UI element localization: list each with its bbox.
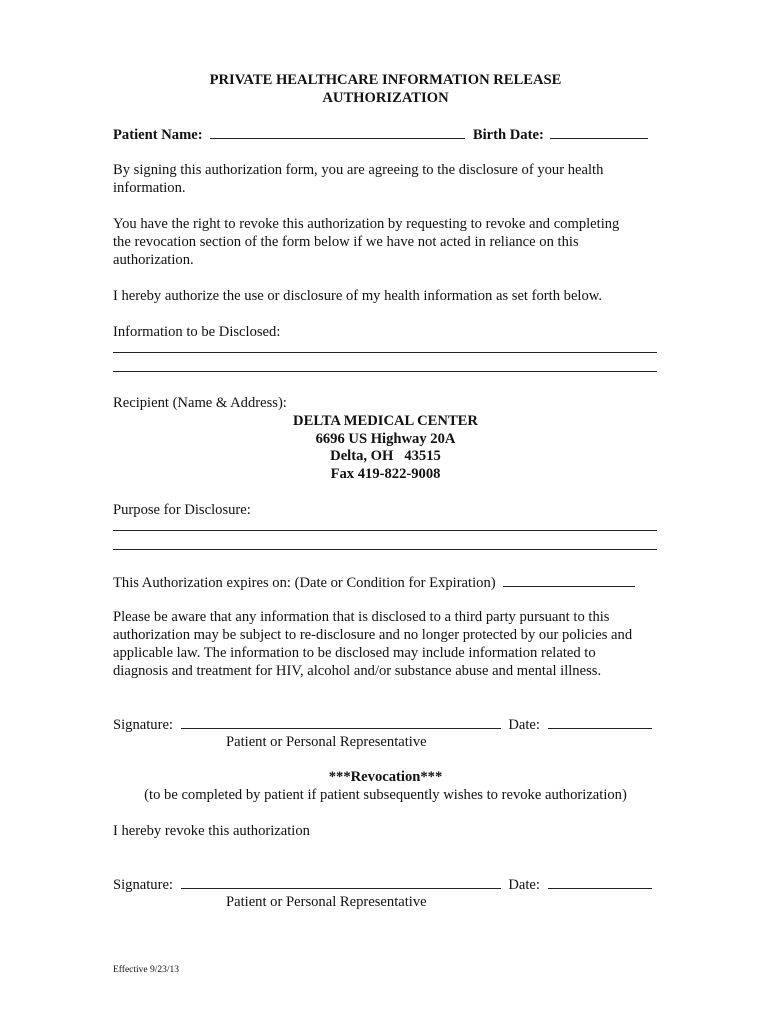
recipient-address-line1: 6696 US Highway 20A [315, 431, 456, 447]
signature-date-label-1: Date: [508, 717, 540, 733]
revocation-statement: I hereby revoke this authorization [113, 823, 310, 839]
notice-line4: diagnosis and treatment for HIV, alcohol and/or substance abuse and mental illness. [113, 663, 602, 679]
expiration-label: This Authorization expires on: (Date or Condition for Expiration) [113, 575, 496, 591]
revocation-subheading: (to be completed by patient if patient subsequently wishes to revoke authorization) [144, 787, 627, 803]
revoke-right-line1: You have the right to revoke this authorization by requesting to revoke and completing [113, 216, 620, 232]
revoke-right-line2: the revocation section of the form below if we have not acted in reliance on this [113, 234, 579, 250]
effective-date-footer: Effective 9/23/13 [113, 965, 180, 975]
notice-line2: authorization may be subject to re-disclosure and no longer protected by our policies and [113, 627, 633, 643]
disclosed-info-label: Information to be Disclosed: [113, 324, 281, 340]
consent-text-line1: By signing this authorization form, you are agreeing to the disclosure of your health [113, 162, 604, 178]
form-title-line1: PRIVATE HEALTHCARE INFORMATION RELEASE [209, 72, 562, 88]
purpose-field-2[interactable] [113, 549, 657, 550]
signature-field-1[interactable] [181, 715, 501, 729]
purpose-label: Purpose for Disclosure: [113, 502, 251, 518]
signature-label-1: Signature: [113, 717, 173, 733]
patient-name-label: Patient Name: [113, 127, 203, 143]
purpose-field-1[interactable] [113, 530, 657, 531]
signature-sublabel-1: Patient or Personal Representative [226, 734, 427, 750]
revocation-heading: ***Revocation*** [328, 769, 443, 785]
signature-date-label-2: Date: [508, 877, 540, 893]
patient-name-field[interactable] [210, 125, 465, 139]
signature-sublabel-2: Patient or Personal Representative [226, 894, 427, 910]
signature-row-1 [113, 715, 658, 734]
signature-label-2: Signature: [113, 877, 173, 893]
expiration-field[interactable] [503, 573, 635, 587]
recipient-fax: Fax 419-822-9008 [330, 466, 441, 482]
revoke-right-line3: authorization. [113, 252, 194, 268]
consent-text-line2: information. [113, 180, 186, 196]
authorize-statement: I hereby authorize the use or disclosure of my health information as set forth below. [113, 288, 603, 304]
signature-date-field-2[interactable] [548, 875, 652, 889]
signature-row-2 [113, 875, 658, 894]
signature-field-2[interactable] [181, 875, 501, 889]
birth-date-field[interactable] [550, 125, 648, 139]
patient-info-row [113, 125, 658, 144]
birth-date-label: Birth Date: [472, 127, 544, 143]
disclosed-info-field-1[interactable] [113, 352, 657, 353]
notice-line1: Please be aware that any information that is disclosed to a third party pursuant to this [113, 609, 610, 625]
expiration-row [113, 573, 658, 592]
recipient-name: DELTA MEDICAL CENTER [293, 413, 478, 429]
signature-date-field-1[interactable] [548, 715, 652, 729]
disclosed-info-field-2[interactable] [113, 371, 657, 372]
form-title-line2: AUTHORIZATION [322, 90, 449, 106]
recipient-label: Recipient (Name & Address): [113, 395, 287, 411]
recipient-address-line2: Delta, OH 43515 [330, 448, 441, 464]
notice-line3: applicable law. The information to be disclosed may include information related to [113, 645, 596, 661]
